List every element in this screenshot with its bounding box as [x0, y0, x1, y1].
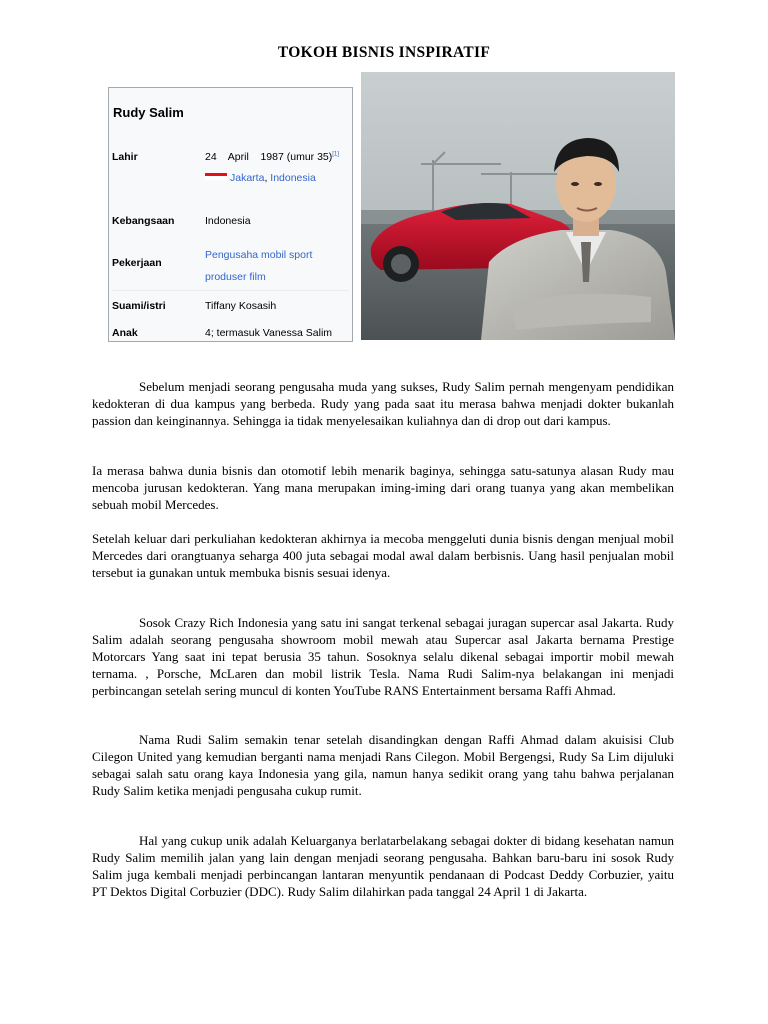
infobox-value-lahir-place	[205, 172, 316, 184]
paragraph-5: Nama Rudi Salim semakin tenar setelah disandingkan dengan Raffi Ahmad dalam akuisisi Club Cilegon United yang kemudian berganti nama menjadi Rans Cilegon. Mobil Bergengsi, Rudy Sa Lim dijuluki sebagai salah satu orang kaya Indonesia yang gila, namun hanya sedikit orang yang tahu bahwa perjalanan Rudy Salim ketika menjadi pengusaha cukup rumit.	[92, 732, 674, 798]
paragraph-1: Sebelum menjadi seorang pengusaha muda yang sukses, Rudy Salim pernah mengenyam pendidikan kedokteran di dua kampus yang berbeda. Rudy yang pada saat itu merasa bahwa menjadi dokter bukanlah passion dan keinginannya. Sehingga ia tidak menyelesaikan kuliahnya dan di drop out dari kampus.	[92, 379, 674, 428]
infobox	[108, 87, 353, 342]
paragraph-2: Ia merasa bahwa dunia bisnis dan otomotif lebih menarik baginya, sehingga satu-satunya alasan Rudy mau mencoba jurusan kedokteran. Yang mana merupakan iming-iming dari orang tuanya yang akan membelikan sebuah mobil Mercedes.	[92, 463, 674, 512]
birth-day: 24	[205, 151, 217, 163]
reference-link[interactable]: [1]	[332, 151, 339, 158]
birthplace-country-link[interactable]: Indonesia	[270, 172, 316, 184]
infobox-label-pekerjaan: Pekerjaan	[112, 257, 162, 269]
infobox-value-pekerjaan-1[interactable]: Pengusaha mobil sport	[205, 249, 313, 261]
portrait-with-car-image	[361, 72, 675, 340]
infobox-value-anak: 4; termasuk Vanessa Salim	[205, 327, 333, 339]
infobox-divider	[112, 290, 349, 291]
infobox-value-suami-istri: Tiffany Kosasih	[205, 300, 277, 312]
paragraph-6: Hal yang cukup unik adalah Keluarganya berlatarbelakang sebagai dokter di bidang kesehatan namun Rudy Salim memilih jalan yang lain dengan menjadi seorang pengusaha. Bahkan baru-baru ini sosok Rudy Salim juga kembali menjadi perbincangan lantaran menyuntik pendanaan di Podcast Deddy Corbuzier, yaitu PT Dektos Digital Corbuzier (DDC). Rudy Salim dilahirkan pada tanggal 24 April 1 di Jakarta.	[92, 833, 674, 899]
paragraph-3: Setelah keluar dari perkuliahan kedokteran akhirnya ia mecoba menggeluti dunia bisnis dengan menjual mobil Mercedes dari orangtuanya seharga 400 juta sebagai modal awal dalam berbisnis. Uang hasil penjualan mobil tersebut ia gunakan untuk membuka bisnis sesuai idenya.	[92, 531, 674, 580]
infobox-name: Rudy Salim	[113, 105, 184, 120]
infobox-label-lahir: Lahir	[112, 151, 138, 163]
portrait-illustration	[361, 72, 675, 340]
infobox-value-kebangsaan: Indonesia	[205, 215, 251, 227]
paragraph-4: Sosok Crazy Rich Indonesia yang satu ini sangat terkenal sebagai juragan supercar asal Jakarta. Rudy Salim adalah seorang pengusaha showroom mobil mewah atau Supercar asal Jakarta bernama Prestige Motorcars Yang saat ini tepat berusia 35 tahun. Sosoknya selalu dikenal sebagai importir mobil mewah ternama. , Porsche, McLaren dan mobil listrik Tesla. Nama Rudi Salim-nya belakangan ini menjadi perbincangan setelah sering muncul di konten YouTube RANS Entertainment bersama Raffi Ahmad.	[92, 615, 674, 698]
document-title: TOKOH BISNIS INSPIRATIF	[277, 44, 491, 61]
infobox-value-lahir-date	[205, 151, 339, 163]
indonesia-flag-icon	[205, 173, 227, 180]
infobox-label-kebangsaan: Kebangsaan	[112, 215, 175, 227]
infobox-value-pekerjaan-2[interactable]: produser film	[205, 271, 266, 283]
birth-month: April	[227, 151, 249, 163]
infobox-label-anak: Anak	[112, 327, 138, 339]
birthplace-comma: ,	[264, 172, 268, 184]
infobox-label-suami-istri: Suami/istri	[112, 300, 166, 312]
birth-year-age: 1987 (umur 35)	[260, 151, 333, 163]
birthplace-city-link[interactable]: Jakarta	[230, 172, 265, 184]
